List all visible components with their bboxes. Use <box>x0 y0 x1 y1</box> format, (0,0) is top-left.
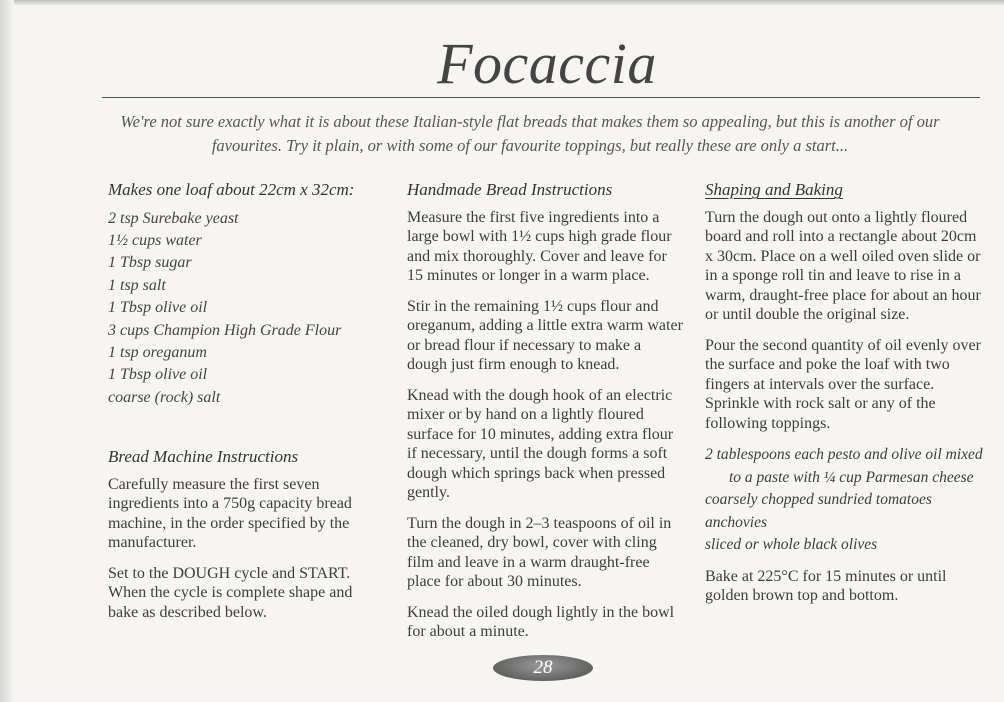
topping-item: sliced or whole black olives <box>705 536 878 553</box>
handmade-paragraph: Stir in the remaining 1½ cups flour and oreganum, adding a little extra warm water or bread flour if necessary to make a dough just firm enough to knead. <box>407 297 683 373</box>
bread-machine-heading: Bread Machine Instructions <box>108 447 299 467</box>
page-top-edge <box>0 0 1004 6</box>
ingredient-item: 1 Tbsp sugar <box>108 254 192 272</box>
handmade-paragraph: Turn the dough in 2–3 teaspoons of oil in the cleaned, dry bowl, cover with cling film and leave in a warm draught-free place for about 30 minutes. <box>407 514 672 590</box>
ingredient-item: 1 Tbsp olive oil <box>108 299 208 317</box>
shaping-heading: Shaping and Baking <box>705 180 843 199</box>
baking-paragraph: Bake at 225°C for 15 minutes or until golden brown top and bottom. <box>705 567 947 604</box>
ingredient-item: 1 Tbsp olive oil <box>108 366 208 384</box>
handmade-heading: Handmade Bread Instructions <box>407 180 613 199</box>
ingredient-item: 1 tsp oreganum <box>108 343 207 361</box>
shaping-paragraph: Pour the second quantity of oil evenly over the surface and poke the loaf with two fingers at intervals over the surface. Sprinkle with rock salt or any of the following toppings. <box>705 336 981 432</box>
column-ingredients <box>108 180 383 633</box>
handmade-paragraph: Knead with the dough hook of an electric mixer or by hand on a lightly floured surface for 10 minutes, adding extra flour if necessary, until the dough forms a soft dough which springs back when pressed gently. <box>407 386 674 501</box>
title-rule <box>102 97 980 98</box>
bread-machine-paragraph: Carefully measure the first seven ingredients into a 750g capacity bread machine, in the order specified by the manufacturer. <box>108 475 352 552</box>
column-handmade <box>407 180 685 653</box>
page-number: 28 <box>493 655 593 681</box>
topping-item: anchovies <box>705 513 767 531</box>
topping-item: to a paste with ¼ cup Parmesan cheese <box>729 468 974 486</box>
binding-shadow <box>0 0 14 702</box>
ingredient-item: coarse (rock) salt <box>108 388 221 406</box>
bread-machine-paragraph: Set to the DOUGH cycle and START. When the cycle is complete shape and bake as described below. <box>108 564 353 621</box>
ingredients-heading: Makes one loaf about 22cm x 32cm: <box>108 180 355 199</box>
handmade-paragraph: Measure the first five ingredients into a large bowl with 1½ cups high grade flour and mix thoroughly. Cover and leave for 15 minutes or longer in a warm place. <box>407 208 672 284</box>
handmade-paragraph: Knead the oiled dough lightly in the bowl for about a minute. <box>407 603 675 640</box>
toppings-list <box>705 444 983 557</box>
ingredient-item: 3 cups Champion High Grade Flour <box>108 321 342 339</box>
intro-text: We're not sure exactly what it is about these Italian-style flat breads that makes them so appealing, but this is another of our favourites. Try it plain, or with some of our favourite toppings, but really these are only a start... <box>120 112 940 155</box>
page-title: Focaccia <box>437 31 657 96</box>
shaping-paragraph: Turn the dough out onto a lightly floured board and roll into a rectangle about 20cm x 30cm. Place on a well oiled oven slide or in a sponge roll tin and leave to rise in a warm, draught-free place for about an hour or until double the original size. <box>705 208 981 323</box>
ingredient-item: 1 tsp salt <box>108 276 166 294</box>
topping-item: coarsely chopped sundried tomatoes <box>705 491 932 508</box>
ingredient-item: 2 tsp Surebake yeast <box>108 209 239 227</box>
topping-item: 2 tablespoons each pesto and olive oil mixed <box>705 446 983 463</box>
ingredient-item: 1½ cups water <box>108 231 202 249</box>
column-shaping <box>705 180 983 617</box>
